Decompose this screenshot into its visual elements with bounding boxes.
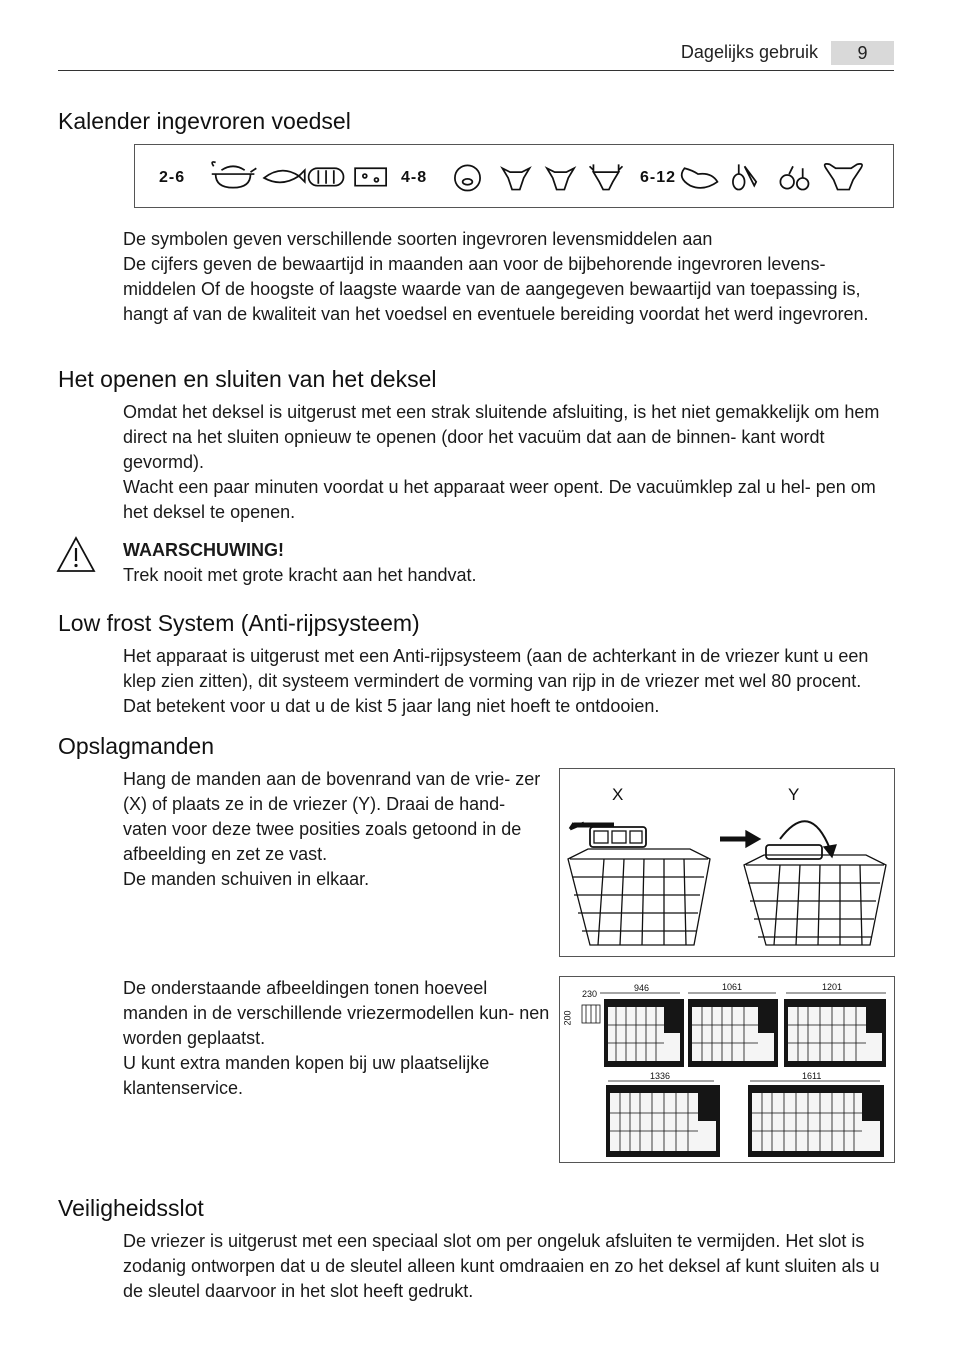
calendar-text bbox=[123, 227, 898, 327]
dim-basket-height: 200 bbox=[562, 1010, 573, 1026]
calendar-group-3: 6-12 bbox=[640, 169, 677, 186]
basket-x-drawing bbox=[568, 823, 710, 945]
warning-title: WAARSCHUWING! bbox=[123, 540, 284, 560]
models-paragraph-2: U kunt extra manden kopen bij uw plaatselijke klantenservice. bbox=[123, 1053, 490, 1098]
header-section: Dagelijks gebruik bbox=[680, 42, 818, 62]
dim-model-5: 1611 bbox=[802, 1071, 822, 1081]
warning-text: Trek nooit met grote kracht aan het handvat. bbox=[123, 565, 477, 585]
freezer-models-drawing bbox=[560, 977, 894, 1162]
calf-icon bbox=[502, 168, 529, 189]
freezer-models-figure bbox=[559, 976, 895, 1163]
freezer-model-1061 bbox=[688, 999, 778, 1067]
warning-icon bbox=[56, 536, 96, 574]
dim-model-1: 946 bbox=[634, 983, 650, 993]
bread-icon bbox=[309, 168, 344, 185]
freezer-model-1611 bbox=[748, 1085, 884, 1157]
freezer-model-1201 bbox=[784, 999, 886, 1067]
lid-heading: Het openen en sluiten van het deksel bbox=[58, 366, 437, 392]
chicken-icon bbox=[682, 168, 718, 188]
calendar-group-1: 2-6 bbox=[159, 169, 186, 186]
fish-icon bbox=[264, 170, 305, 182]
header-divider bbox=[58, 70, 894, 71]
calendar-group-2: 4-8 bbox=[401, 169, 428, 186]
baskets-paragraph-2: De manden schuiven in elkaar. bbox=[123, 869, 370, 889]
models-paragraph-1: De onderstaande afbeeldingen tonen hoeveel manden in de verschillende vriezermodellen kun- nen worden geplaatst. bbox=[123, 978, 550, 1048]
deer-icon bbox=[590, 164, 623, 189]
basket-positions-figure bbox=[559, 768, 895, 957]
soup-pot-icon bbox=[212, 162, 257, 188]
calendar-paragraph-1: De symbolen geven verschillende soorten ingevroren levensmiddelen aan bbox=[123, 229, 713, 249]
lock-text: De vriezer is uitgerust met een speciaal slot om per ongeluk afsluiten te vermijden. Het slot is zodanig ontworpen dat u de sleutel alleen kunt omdraaien en zo het deksel af kunt sluiten als u de sleutel daarvoor in het slot heeft gedrukt. bbox=[123, 1231, 880, 1301]
figure-label-x: X bbox=[612, 785, 624, 804]
beef-icon bbox=[825, 164, 862, 190]
dim-model-3: 1201 bbox=[822, 982, 843, 992]
baskets-text bbox=[123, 767, 551, 892]
lid-warning bbox=[123, 538, 823, 588]
baskets-heading: Opslagmanden bbox=[58, 733, 214, 759]
lamb-icon bbox=[547, 168, 574, 189]
calendar-heading: Kalender ingevroren voedsel bbox=[58, 108, 351, 134]
models-text bbox=[123, 976, 551, 1101]
baskets-paragraph-1: Hang de manden aan de bovenrand van de vrie- zer (X) of plaats ze in de vriezer (Y). Draai de hand- vaten voor deze twee posities zoals getoond in de afbeelding en zet ze vast. bbox=[123, 769, 541, 864]
pig-icon bbox=[455, 165, 480, 190]
calendar-paragraph-2: De cijfers geven de bewaartijd in maanden aan voor de bijbehorende ingevroren levens- middelen Of de hoogste of laagste waarde van de aangegeven bewaartijd van toepassing is, hangt af van de kwaliteit van het voedsel en eventuele bereiding voordat het werd ingevroren. bbox=[123, 254, 869, 324]
freezer-model-1336 bbox=[606, 1085, 720, 1157]
cheese-icon bbox=[355, 168, 386, 185]
page-number: 9 bbox=[831, 41, 894, 65]
lowfrost-text: Het apparaat is uitgerust met een Anti-rijpsysteem (aan de achterkant in de vriezer kunt u een klep zien zitten), dit systeem vermindert de vorming van rijp in de vriezer met wel 80 procent. Dat betekent voor u dat u de kist 5 jaar lang niet hoeft te ontdooien. bbox=[123, 646, 869, 716]
basket-y-drawing bbox=[720, 821, 886, 945]
lid-paragraph-2: Wacht een paar minuten voordat u het apparaat weer opent. De vacuümklep zal u hel- pen om het deksel te openen. bbox=[123, 477, 876, 522]
lowfrost-heading: Low frost System (Anti-rijpsysteem) bbox=[58, 610, 420, 636]
lid-paragraph-1: Omdat het deksel is uitgerust met een strak sluitende afsluiting, is het niet gemakkelijk om hem direct na het sluiten opnieuw te openen (door het vacuüm dat aan de binnen- kant wordt gevormd). bbox=[123, 402, 880, 472]
figure-label-y: Y bbox=[788, 785, 800, 804]
freezer-calendar bbox=[134, 144, 894, 208]
vegetables-icon bbox=[733, 164, 756, 189]
dim-model-2: 1061 bbox=[722, 982, 743, 992]
lock-heading: Veiligheidsslot bbox=[58, 1195, 204, 1221]
freezer-model-946 bbox=[604, 999, 684, 1067]
dim-basket-width: 230 bbox=[582, 989, 598, 999]
dim-model-4: 1336 bbox=[650, 1071, 671, 1081]
fruit-icon bbox=[780, 166, 808, 189]
lid-text bbox=[123, 400, 893, 525]
